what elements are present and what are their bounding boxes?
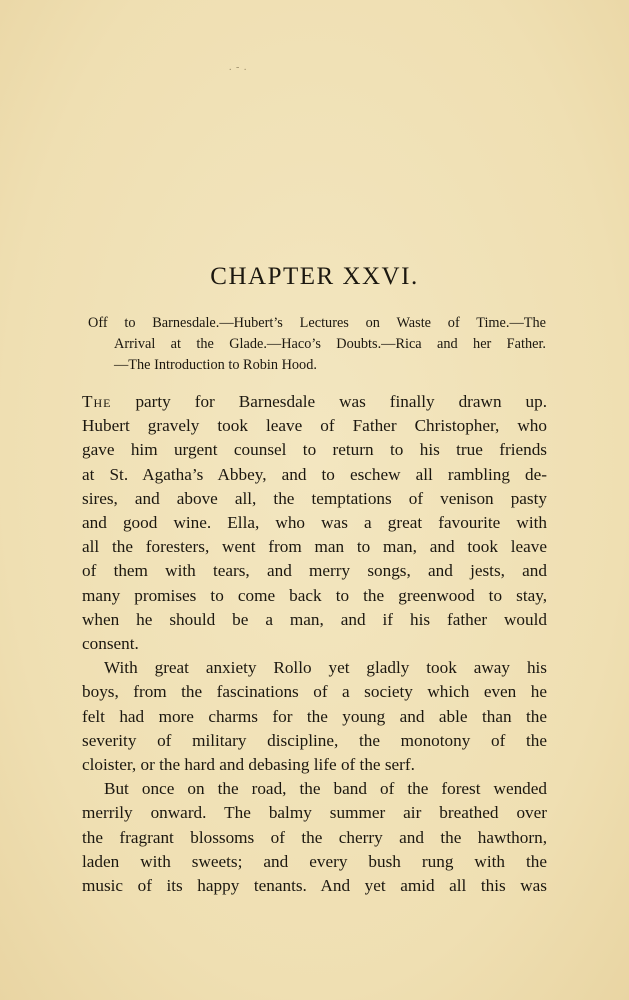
body-line: severity of military discipline, the monotony of the: [82, 730, 547, 750]
body-line: sires, and above all, the temptations of venison pasty: [82, 488, 547, 508]
body-line: merrily onward. The balmy summer air breathed over: [82, 803, 547, 823]
synopsis-line: Arrival at the Glade.—Haco’s Doubts.—Rica and her Father.: [114, 336, 546, 352]
body-line: laden with sweets; and every bush rung with the: [82, 851, 547, 871]
body-line: at St. Agatha’s Abbey, and to eschew all rambling de-: [82, 464, 547, 484]
body-line: The party for Barnesdale was finally drawn up.: [82, 392, 547, 411]
page-speck: . - .: [229, 62, 248, 73]
drop-word: The: [82, 392, 112, 411]
body-line: when he should be a man, and if his father would: [82, 609, 547, 629]
body-line: boys, from the fascinations of a society which even he: [82, 682, 547, 702]
chapter-synopsis: [88, 313, 546, 376]
body-line: gave him urgent counsel to return to his true friends: [82, 440, 547, 460]
body-line: of them with tears, and merry songs, and jests, and: [82, 561, 547, 581]
chapter-body: [82, 390, 547, 898]
body-line: all the foresters, went from man to man, and took leave: [82, 537, 547, 557]
synopsis-line: Off to Barnesdale.—Hubert’s Lectures on Waste of Time.—The: [88, 315, 546, 331]
body-line: the fragrant blossoms of the cherry and the hawthorn,: [82, 827, 547, 847]
body-line: cloister, or the hard and debasing life of the serf.: [82, 755, 415, 775]
body-line: felt had more charms for the young and able than the: [82, 706, 547, 726]
body-line: But once on the road, the band of the forest wended: [104, 779, 547, 799]
chapter-title: CHAPTER XXVI.: [210, 263, 419, 290]
body-line: and good wine. Ella, who was a great favourite with: [82, 513, 547, 533]
body-line: many promises to come back to the greenwood to stay,: [82, 585, 547, 605]
body-line: music of its happy tenants. And yet amid all this was: [82, 876, 547, 896]
synopsis-line: —The Introduction to Robin Hood.: [114, 357, 317, 373]
body-line: consent.: [82, 634, 139, 654]
body-line: With great anxiety Rollo yet gladly took away his: [104, 658, 547, 678]
body-line: Hubert gravely took leave of Father Christopher, who: [82, 416, 547, 436]
